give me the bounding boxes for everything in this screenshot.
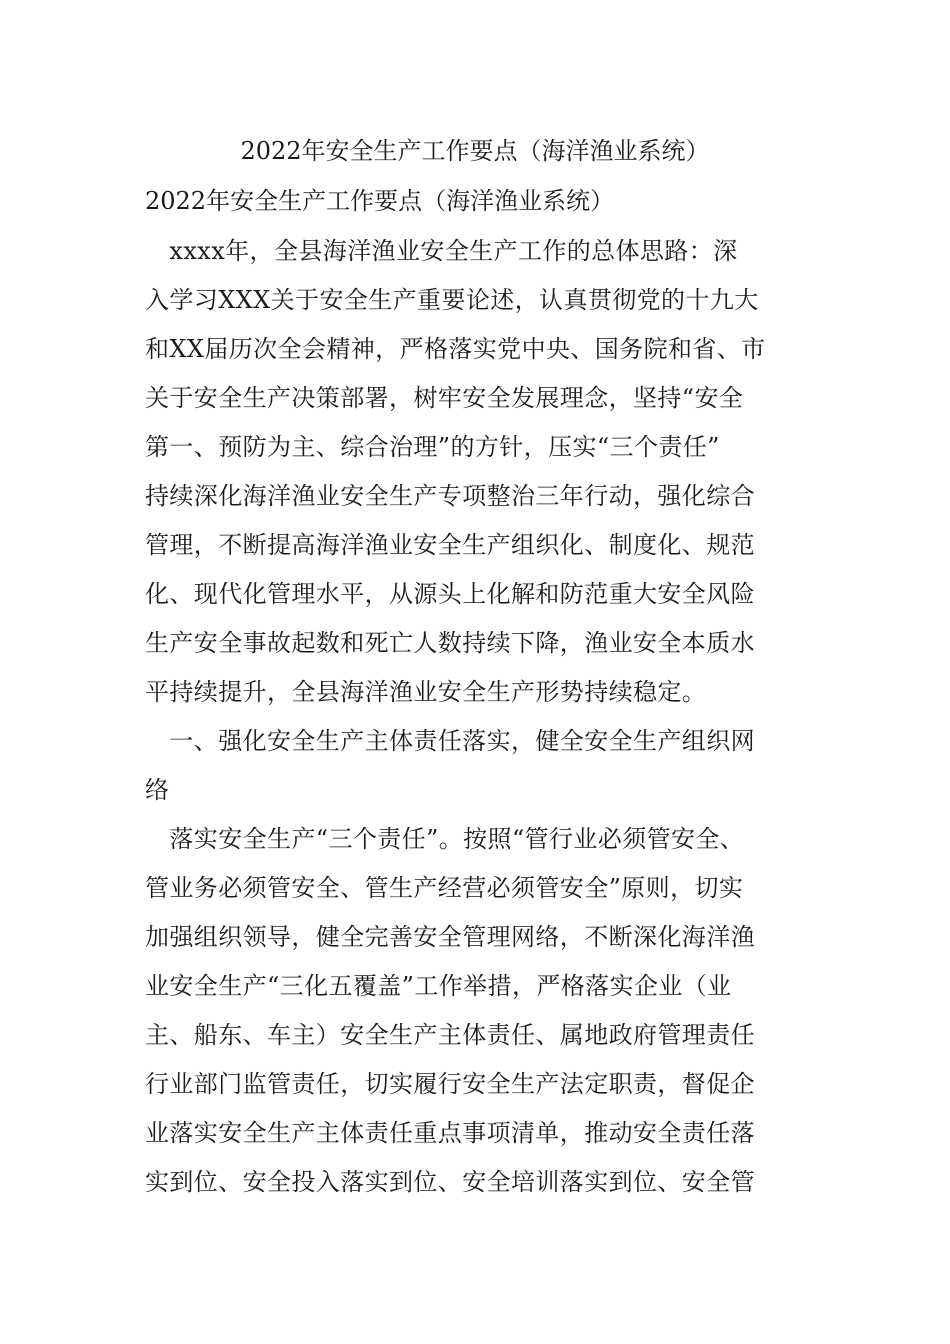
body-line: 管业务必须管安全、管生产经营必须管安全”原则，切实 (145, 874, 744, 902)
body-line: 实到位、安全投入落实到位、安全培训落实到位、安全管 (145, 1168, 755, 1196)
section-heading: 络 (145, 776, 170, 804)
body-line: 化、现代化管理水平，从源头上化解和防范重大安全风险 (145, 580, 755, 608)
body-line: 加强组织领导，健全完善安全管理网络，不断深化海洋渔 (145, 923, 755, 951)
body-line: 生产安全事故起数和死亡人数持续下降，渔业安全本质水 (145, 629, 755, 657)
document-subtitle: 2022年安全生产工作要点（海洋渔业系统） (145, 187, 615, 215)
body-line: 平持续提升，全县海洋渔业安全生产形势持续稳定。 (145, 678, 707, 706)
body-line: 入学习XXX关于安全生产重要论述，认真贯彻党的十九大 (145, 286, 759, 314)
body-line: 行业部门监管责任，切实履行安全生产法定职责，督促企 (145, 1070, 755, 1098)
body-line: 关于安全生产决策部署，树牢安全发展理念，坚持“安全 (145, 384, 744, 412)
document-title: 2022年安全生产工作要点（海洋渔业系统） (240, 137, 710, 165)
body-line: 和XX届历次全会精神，严格落实党中央、国务院和省、市 (145, 335, 766, 363)
body-line: 持续深化海洋渔业安全生产专项整治三年行动，强化综合 (145, 482, 755, 510)
body-line: 管理，不断提高海洋渔业安全生产组织化、制度化、规范 (145, 531, 755, 559)
body-line: 业安全生产“三化五覆盖”工作举措，严格落实企业（业 (145, 972, 732, 1000)
body-line: 业落实安全生产主体责任重点事项清单，推动安全责任落 (145, 1119, 755, 1147)
body-line: 主、船东、车主）安全生产主体责任、属地政府管理责任 (145, 1021, 755, 1049)
body-line: 落实安全生产“三个责任”。按照“管行业必须管安全、 (145, 825, 745, 853)
body-line: 第一、预防为主、综合治理”的方针，压实“三个责任” (145, 433, 720, 461)
body-line: xxxx年，全县海洋渔业安全生产工作的总体思路：深 (145, 237, 738, 265)
section-heading: 一、强化安全生产主体责任落实，健全安全生产组织网 (145, 727, 755, 755)
